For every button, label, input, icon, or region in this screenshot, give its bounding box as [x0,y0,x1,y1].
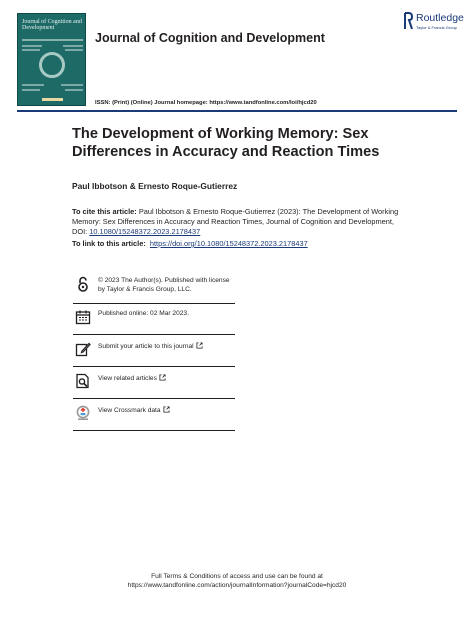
license-text: © 2023 The Author(s). Published with license by Taylor & Francis Group, LLC. [98,277,230,293]
submit-article-link[interactable]: Submit your article to this journal [98,342,238,352]
routledge-logo-icon [403,12,413,30]
cite-text: Paul Ibbotson & Ernesto Roque-Gutierrez (2023): The Development of Working Memory: Sex Differences in Accuracy and Reaction Times, Journal of Cognition and Development, DOI: [72,207,399,236]
journal-cover-image [17,13,86,106]
crossmark-row[interactable] [73,405,235,423]
license-row [73,276,235,298]
routledge-logo[interactable] [403,12,463,32]
terms-footer [0,573,474,590]
article-authors: Paul Ibbotson & Ernesto Roque-Gutierrez [72,181,238,191]
external-link-icon [196,342,203,349]
open-access-icon [75,276,91,292]
terms-url[interactable]: https://www.tandfonline.com/action/journalInformation?journalCode=hjcd20 [127,581,347,589]
related-articles-link[interactable]: View related articles [98,374,238,384]
published-row [73,309,235,327]
terms-text: Full Terms & Conditions of access and use can be found at [151,573,323,580]
publisher-name: Routledge [416,12,464,24]
search-icon [75,373,91,389]
external-link-icon [163,406,170,413]
header-divider [17,110,457,112]
calendar-icon [75,309,91,325]
journal-name[interactable]: Journal of Cognition and Development [95,31,325,45]
article-link-line [72,239,308,248]
external-link-icon [159,374,166,381]
article-title: The Development of Working Memory: Sex Differences in Accuracy and Reaction Times [72,126,380,160]
issn-homepage-line[interactable]: ISSN: (Print) (Online) Journal homepage: https://www.tandfonline.com/loi/hjcd20 [95,100,317,106]
related-articles-row[interactable] [73,373,235,391]
submit-article-row[interactable] [73,341,235,359]
link-label: To link to this article: [72,239,146,248]
doi-link[interactable]: https://doi.org/10.1080/15248372.2023.2178437 [149,239,308,248]
publisher-subtitle: Taylor & Francis Group [416,25,457,30]
citation-block [72,207,402,237]
cite-label: To cite this article: [72,207,137,216]
crossmark-link[interactable]: View Crossmark data [98,406,238,416]
cover-title: Journal of Cognition and Development [22,19,82,31]
doi-link-short[interactable]: 10.1080/15248372.2023.2178437 [89,227,201,236]
edit-icon [75,341,91,357]
published-date: Published online: 02 Mar 2023. [98,310,189,317]
crossmark-icon [75,405,91,421]
